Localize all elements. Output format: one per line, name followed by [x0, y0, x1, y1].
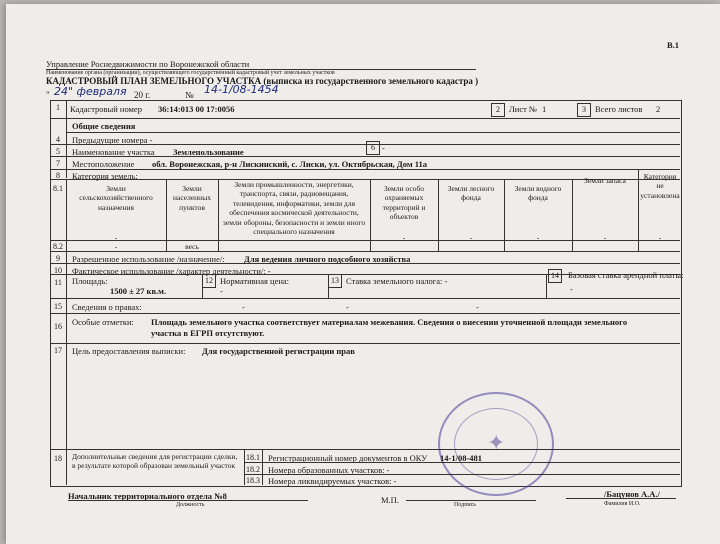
row-number: 11	[54, 278, 62, 287]
number-sign: №	[185, 90, 194, 100]
authority-name: Управление Роснедвижимости по Воронежской области	[46, 59, 476, 70]
special-notes-label: Особые отметки:	[72, 317, 134, 327]
row-number: 18.3	[246, 476, 260, 485]
special-notes-line1: Площадь земельного участка соответствует материалам межевания. Сведения о внесении уточненной площади земельного	[151, 317, 628, 327]
sheet-label: Лист №	[509, 104, 538, 114]
box-6: 6	[366, 141, 380, 155]
row-number: 4	[56, 135, 60, 144]
cadastral-number-label: Кадастровый номер	[70, 104, 142, 114]
normative-price-value: -	[220, 286, 223, 296]
rights-value: -	[476, 302, 479, 312]
special-notes-line2: участка в ЕГРП отсутствуют.	[151, 328, 265, 338]
year-text: 20 г.	[134, 90, 151, 100]
parcel-name-value: Землепользование	[173, 147, 244, 157]
cadastral-number-value: 36:14:013 00 17:0056	[158, 104, 235, 114]
category-value: -	[469, 233, 473, 242]
category-protected: Земли особо охраняемых территорий и объектов	[382, 184, 426, 222]
category-value: -	[536, 233, 540, 242]
formed-parcels-label: Номера образованных участков: -	[268, 465, 390, 475]
row-number: 18.2	[246, 465, 260, 474]
row-number: 9	[56, 254, 60, 263]
date-quote: "	[46, 90, 50, 100]
signature-caption: Подпись	[454, 502, 477, 508]
lease-rate-label: Базовая ставка арендной платы:	[568, 270, 684, 280]
box-13: 13	[328, 274, 342, 288]
doc-number-handwritten: 14-1/08-1454	[204, 83, 279, 96]
category-settlements: Земли населенных пунктов	[173, 184, 211, 212]
liquidated-parcels-label: Номера ликвидируемых участков: -	[268, 476, 397, 486]
category-value: весь	[185, 242, 199, 251]
rights-value: -	[346, 302, 349, 312]
row-number: 8.2	[53, 242, 63, 251]
authority-caption: Наименование органа (организации), осуществляющего государственный кадастровый учет земельных участков	[46, 70, 335, 76]
official-position: Начальник территориального отдела №8	[68, 491, 227, 501]
box-14: 14	[548, 269, 562, 283]
section-title: Общие сведения	[72, 121, 136, 131]
sheet-value: 1	[542, 104, 547, 114]
date-handwritten: 24" февраля	[54, 85, 127, 98]
row-number: 18.1	[246, 453, 260, 462]
area-value: 1500 ± 27 кв.м.	[110, 286, 167, 296]
row-number: 5	[56, 147, 60, 156]
category-value: -	[402, 233, 406, 242]
sheets-label: Всего листов	[595, 104, 643, 114]
sheets-box: 3	[577, 103, 591, 117]
row-number: 8.1	[53, 184, 63, 193]
row-number: 18	[54, 454, 62, 463]
rights-label: Сведения о правах:	[72, 302, 142, 312]
category-value: -	[658, 233, 662, 242]
parcel-name-label: Наименование участка	[72, 147, 155, 157]
position-caption: Должность	[176, 502, 205, 508]
purpose-label: Цель предоставления выписки:	[72, 346, 186, 356]
category-forest: Земли лесного фонда	[447, 184, 495, 203]
registration-label: Регистрационный номер документов в ОКУ	[268, 453, 428, 463]
location-value: обл. Воронежская, р-н Лискинский, с. Лиски, ул. Октябрьская, Дом 11а	[152, 159, 428, 169]
normative-price-label: Нормативная цена:	[220, 276, 290, 286]
signer-name: /Бацунов А.А./	[604, 489, 660, 499]
seal-place: М.П.	[381, 495, 399, 505]
document-sheet	[6, 4, 720, 544]
box-12: 12	[202, 274, 216, 288]
permitted-use-value: Для ведения личного подсобного хозяйства	[244, 254, 411, 264]
row-number: 15	[54, 302, 62, 311]
form-code: В.1	[667, 40, 680, 50]
name-caption: Фамилия И.О.	[604, 501, 641, 507]
row-number: 8	[56, 171, 60, 180]
additional-info-label: Дополнительные сведения для регистрации сделки, в результате которой образован земельный участок	[72, 452, 238, 471]
official-seal: ✦	[438, 392, 554, 496]
category-value: -	[114, 242, 118, 251]
location-label: Местоположение	[72, 159, 135, 169]
category-undefined: Категория не установлена	[640, 172, 680, 200]
category-reserve: Земли запаса	[584, 176, 626, 185]
previous-numbers: Предыдущие номера -	[72, 135, 153, 145]
document-title: КАДАСТРОВЫЙ ПЛАН ЗЕМЕЛЬНОГО УЧАСТКА (выписка из государственного земельного кадастра )	[46, 76, 479, 86]
permitted-use-label: Разрешенное использование /назначение/:	[72, 254, 225, 264]
area-label: Площадь:	[72, 276, 108, 286]
category-industry: Земли промышленности, энергетики, транспорта, связи, радиовещания, телевидения, информатики, земли для обеспечения космической деятельности, земли обороны, безопасности и земли иного специального назначения	[222, 180, 366, 236]
actual-use-label: Фактическое использование /характер деятельности/: -	[72, 266, 271, 276]
rights-value: -	[242, 302, 245, 312]
row-number: 10	[54, 266, 62, 275]
sheets-value: 2	[656, 104, 661, 114]
row-number: 1	[56, 103, 60, 112]
land-tax-label: Ставка земельного налога: -	[346, 276, 448, 286]
sheet-box: 2	[491, 103, 505, 117]
row-number: 7	[56, 159, 60, 168]
category-value: -	[603, 233, 607, 242]
box-6-value: -	[382, 143, 385, 153]
row-number: 17	[54, 346, 62, 355]
registration-value: 14-1/08-481	[440, 453, 483, 463]
row-number: 16	[54, 322, 62, 331]
category-value: -	[114, 233, 118, 242]
purpose-value: Для государственной регистрации прав	[202, 346, 355, 356]
lease-rate-value: -	[570, 284, 573, 294]
category-water: Земли водного фонда	[514, 184, 562, 203]
category-agricultural: Земли сельскохозяйственного назначения	[79, 184, 153, 212]
land-category-label: Категория земель:	[72, 171, 138, 181]
